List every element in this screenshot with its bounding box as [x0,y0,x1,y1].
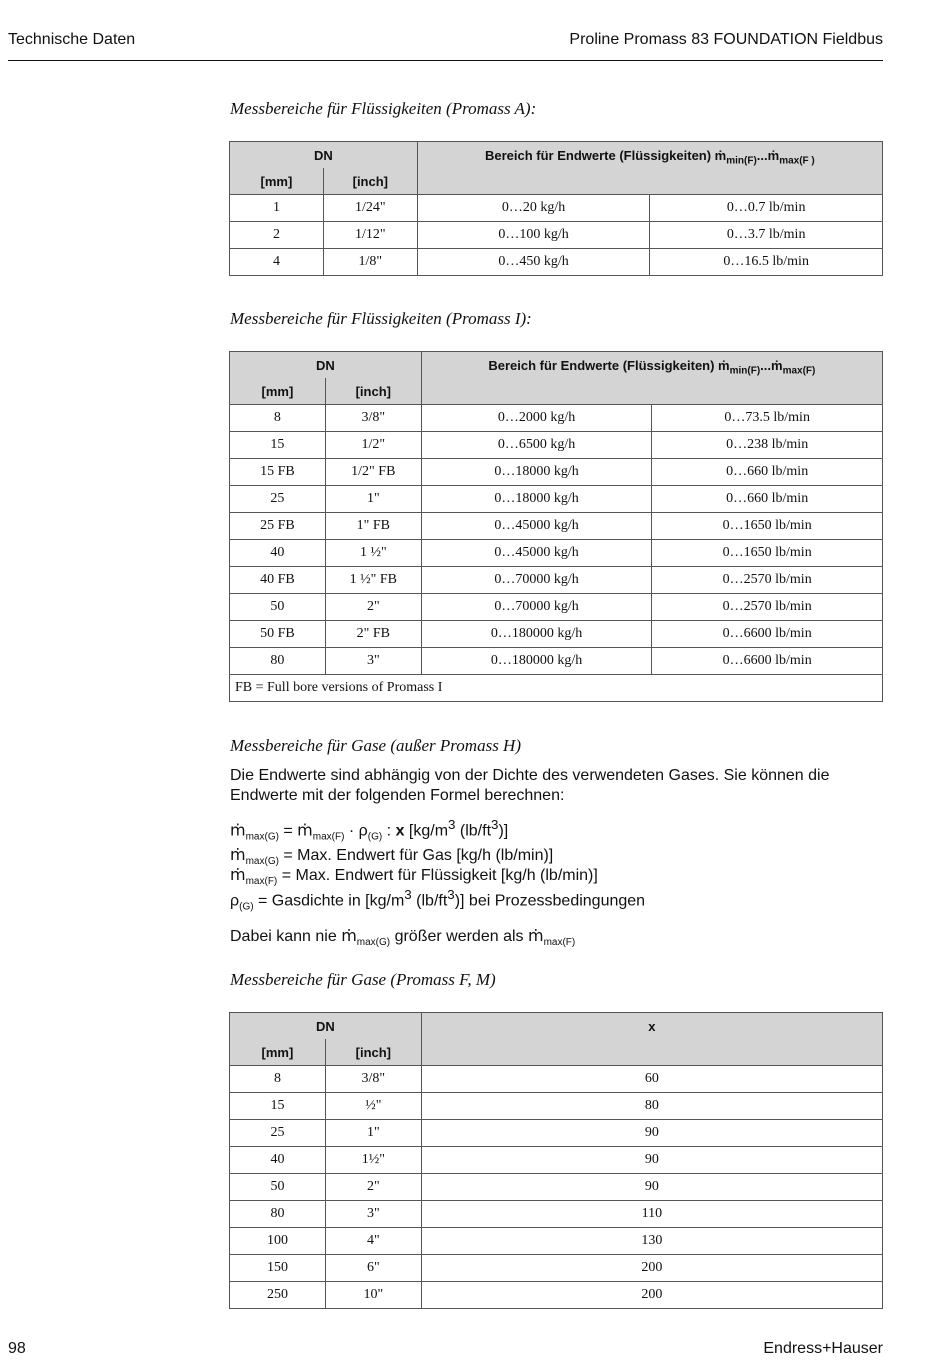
cell-mm: 15 [230,1093,326,1120]
cell-mm: 4 [230,249,324,276]
cell-mm: 250 [230,1282,326,1309]
cell-kg: 0…70000 kg/h [421,567,652,594]
definition-mmax-f: ṁ$_{max(F)}$ = Max. Endwert für Flüssigkeit [kg/h (lb/min)] [230,865,598,888]
table-body [230,1066,883,1309]
col-mm: [mm] [230,1039,326,1066]
section-title-promass-fm: Messbereiche für Gase (Promass F, M) [230,970,496,989]
cell-inch: 3/8" [325,1066,421,1093]
cell-inch: 1" FB [325,513,421,540]
cell-mm: 8 [230,1066,326,1093]
cell-x: 80 [421,1093,882,1120]
table-row [230,459,883,486]
cell-x: 130 [421,1228,882,1255]
cell-inch: 1 ½" [325,540,421,567]
cell-x: 90 [421,1120,882,1147]
cell-lb: 0…2570 lb/min [652,594,883,621]
cell-mm: 25 FB [230,513,326,540]
cell-mm: 50 [230,594,326,621]
table-body [230,405,883,675]
cell-inch: 4" [325,1228,421,1255]
cell-inch: 1/12" [323,222,417,249]
col-dn: DN [230,142,418,169]
page-number: 98 [8,1340,26,1357]
table-row [230,621,883,648]
gas-formula: ṁ$_{max(G)}$ = ṁ$_{max(F)}$ · $\rho_{(G)}$ : x [$kg/m^3$ $(lb/ft^3)$] [230,817,509,843]
running-header-right: Proline Promass 83 FOUNDATION Fieldbus [569,31,883,48]
cell-kg: 0…18000 kg/h [421,486,652,513]
cell-mm: 150 [230,1255,326,1282]
cell-x: 60 [421,1066,882,1093]
cell-kg: 0…20 kg/h [417,195,650,222]
cell-mm: 100 [230,1228,326,1255]
cell-x: 200 [421,1282,882,1309]
cell-mm: 1 [230,195,324,222]
cell-inch: 2" FB [325,621,421,648]
cell-inch: 6" [325,1255,421,1282]
section-title-promass-i: Messbereiche für Flüssigkeiten (Promass I): [230,309,532,328]
col-dn: DN [230,352,422,379]
table-row [230,594,883,621]
table-row [230,1093,883,1120]
cell-lb: 0…6600 lb/min [652,621,883,648]
cell-inch: 3/8" [325,405,421,432]
cell-mm: 40 [230,1147,326,1174]
table-row [230,1147,883,1174]
table-row [230,1228,883,1255]
cell-kg: 0…70000 kg/h [421,594,652,621]
table-row [230,1282,883,1309]
gas-intro-paragraph: Die Endwerte sind abhängig von der Dichte des verwendeten Gases. Sie können die Endwerte mit der folgenden Formel berechnen: [230,767,830,804]
cell-mm: 25 [230,1120,326,1147]
col-range: Bereich für Endwerte (Flüssigkeiten) ṁ$_{min(F)}$...ṁ$_{max(F )}$ [417,142,882,195]
cell-lb: 0…6600 lb/min [652,648,883,675]
cell-inch: 1½" [325,1147,421,1174]
cell-inch: 1/24" [323,195,417,222]
table-promass-fm [229,1012,883,1309]
cell-lb: 0…73.5 lb/min [652,405,883,432]
cell-inch: 10" [325,1282,421,1309]
cell-inch: 2" [325,1174,421,1201]
table-row [230,195,883,222]
cell-kg: 0…180000 kg/h [421,621,652,648]
table-row [230,1255,883,1282]
cell-kg: 0…180000 kg/h [421,648,652,675]
cell-mm: 40 FB [230,567,326,594]
cell-x: 200 [421,1255,882,1282]
cell-inch: 1" [325,486,421,513]
cell-lb: 0…238 lb/min [652,432,883,459]
cell-mm: 25 [230,486,326,513]
table-row [230,513,883,540]
cell-inch: 1 ½" FB [325,567,421,594]
table-row [230,222,883,249]
cell-mm: 50 FB [230,621,326,648]
col-inch: [inch] [325,1039,421,1066]
cell-kg: 0…6500 kg/h [421,432,652,459]
table-row [230,1120,883,1147]
cell-mm: 8 [230,405,326,432]
cell-x: 90 [421,1174,882,1201]
header-rule [8,60,883,61]
cell-mm: 50 [230,1174,326,1201]
limit-statement: Dabei kann nie ṁ$_{max(G)}$ größer werden als ṁ$_{max(F)}$ [230,926,576,949]
cell-lb: 0…16.5 lb/min [650,249,883,276]
cell-mm: 15 [230,432,326,459]
table-row [230,540,883,567]
cell-mm: 40 [230,540,326,567]
cell-inch: 1" [325,1120,421,1147]
col-mm: [mm] [230,168,324,195]
cell-lb: 0…3.7 lb/min [650,222,883,249]
cell-inch: 1/2" FB [325,459,421,486]
table-promass-i [229,351,883,702]
footer-brand: Endress+Hauser [763,1340,883,1357]
cell-mm: 2 [230,222,324,249]
cell-inch: 2" [325,594,421,621]
cell-kg: 0…2000 kg/h [421,405,652,432]
cell-inch: 1/2" [325,432,421,459]
cell-kg: 0…100 kg/h [417,222,650,249]
table-row [230,1174,883,1201]
table-row [230,648,883,675]
col-mm: [mm] [230,378,326,405]
cell-kg: 0…18000 kg/h [421,459,652,486]
cell-lb: 0…660 lb/min [652,486,883,513]
cell-x: 110 [421,1201,882,1228]
cell-lb: 0…2570 lb/min [652,567,883,594]
cell-mm: 15 FB [230,459,326,486]
section-title-gases: Messbereiche für Gase (außer Promass H) [230,736,521,755]
cell-lb: 0…1650 lb/min [652,540,883,567]
section-title-promass-a: Messbereiche für Flüssigkeiten (Promass A): [230,99,537,118]
cell-inch: ½" [325,1093,421,1120]
running-header-left: Technische Daten [8,31,136,48]
table-row [230,1201,883,1228]
table-promass-a [229,141,883,276]
col-inch: [inch] [323,168,417,195]
col-dn: DN [230,1013,422,1040]
table-row [230,432,883,459]
col-x: x [421,1013,882,1066]
cell-kg: 0…45000 kg/h [421,513,652,540]
table-row [230,249,883,276]
definition-mmax-g: ṁ$_{max(G)}$ = Max. Endwert für Gas [kg/h (lb/min)] [230,845,554,868]
table-row [230,405,883,432]
cell-inch: 3" [325,648,421,675]
table-row [230,567,883,594]
cell-kg: 0…45000 kg/h [421,540,652,567]
cell-x: 90 [421,1147,882,1174]
cell-inch: 1/8" [323,249,417,276]
cell-lb: 0…1650 lb/min [652,513,883,540]
cell-mm: 80 [230,648,326,675]
table-row [230,486,883,513]
cell-lb: 0…660 lb/min [652,459,883,486]
cell-mm: 80 [230,1201,326,1228]
cell-kg: 0…450 kg/h [417,249,650,276]
table-row [230,1066,883,1093]
col-inch: [inch] [325,378,421,405]
definition-rho-g: $\rho_{(G)}$ = Gasdichte in [$kg/m^3$ $(lb/ft^3)$] bei Prozessbedingungen [230,887,646,913]
cell-lb: 0…0.7 lb/min [650,195,883,222]
col-range: Bereich für Endwerte (Flüssigkeiten) ṁ$_{min(F)}$...ṁ$_{max(F)}$ [421,352,882,405]
table-body [230,195,883,276]
table-note: FB = Full bore versions of Promass I [230,675,883,702]
cell-inch: 3" [325,1201,421,1228]
